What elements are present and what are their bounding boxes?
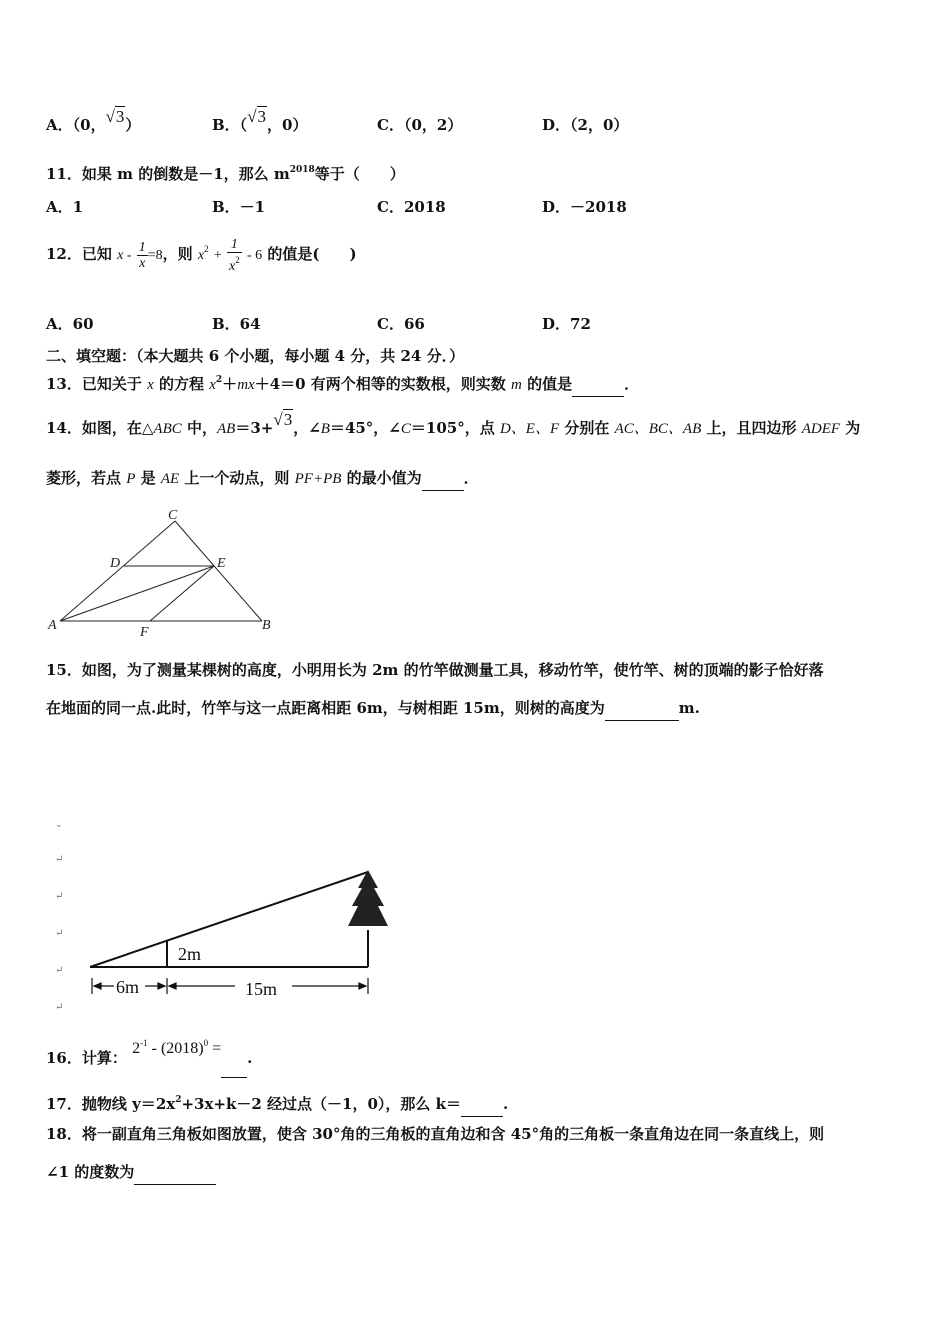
answer-blank[interactable]: [221, 1043, 247, 1078]
q12-option-b: B．64: [212, 315, 261, 333]
q10-option-a: A．（0，√3）: [46, 107, 141, 134]
arrow-icon: [158, 983, 165, 989]
arrow-icon: [94, 983, 101, 989]
q11-option-b: B．－1: [212, 198, 266, 216]
q12-option-d: D．72: [542, 315, 591, 333]
q11-option-c: C．2018: [377, 198, 446, 216]
paragraph-mark-icon: ↵: [55, 965, 64, 976]
pole-length-label: 2m: [178, 944, 202, 964]
q16-expression: $2^{-1} - (2018)^0$ =: [132, 1038, 222, 1057]
segment-fe: [150, 566, 214, 621]
q15-stem-line1: 15．如图，为了测量某棵树的高度，小明用长为 2m 的竹竿做测量工具，移动竹竿，使竹竿、树的顶端的影子恰好落: [46, 661, 824, 679]
q14-stem-line1: 14．如图，在△ABC 中，AB＝3+√3，∠B＝45°，∠C＝105°，点 D、E、F 分别在 AC、BC、AB 上，且四边形 ADEF 为: [46, 410, 861, 437]
sqrt-symbol: √3: [273, 410, 293, 429]
q15-tree-figure: [80, 860, 400, 1010]
left-distance-label: 6m: [116, 977, 140, 997]
q11-option-a: A．1: [46, 198, 84, 216]
segment-ae: [60, 566, 214, 621]
tree-icon: [348, 870, 388, 926]
sunlight-ray: [90, 872, 368, 967]
sqrt-symbol: √3: [105, 107, 125, 126]
answer-blank[interactable]: [461, 1096, 503, 1117]
paragraph-mark-icon: ↵: [55, 891, 64, 902]
q14-stem-line2: 菱形，若点 P 是 AE 上一个动点，则 PF+PB 的最小值为 ．: [46, 468, 479, 491]
vertex-label-f: F: [140, 625, 149, 640]
arrow-icon: [359, 983, 366, 989]
vertex-label-b: B: [262, 618, 271, 633]
fraction: $\frac{1}{x^2}$: [228, 236, 240, 274]
paragraph-mark-icon: ↵: [55, 1002, 64, 1013]
paragraph-mark-icon: ↵: [55, 928, 64, 939]
vertex-label-c: C: [168, 508, 178, 523]
q11-option-d: D．－2018: [542, 198, 627, 216]
q14-triangle-figure: [40, 505, 290, 640]
side-bc: [175, 521, 262, 621]
q15-stem-line2: 在地面的同一点.此时，竹竿与这一点距离相距 6m，与树相距 15m，则树的高度为 m.: [46, 698, 700, 721]
q17-stem: 17．抛物线 $y=2x^2+3x+k-2$ 经过点（－1，0），那么 k＝ .: [46, 1090, 508, 1117]
q12-option-c: C．66: [377, 315, 425, 333]
q10-option-b: B．（√3，0）: [212, 107, 308, 134]
vertex-label-a: A: [48, 618, 57, 633]
q10-option-c: C．（0，2）: [377, 116, 463, 134]
sqrt-symbol: √3: [247, 107, 267, 126]
section-heading: 二、填空题：（本大题共 6 个小题，每小题 4 分，共 24 分．）: [46, 347, 465, 365]
q12-option-a: A．60: [46, 315, 94, 333]
q13-stem: 13．已知关于 x 的方程 $x^2+mx+4=0$ 有两个相等的实数根，则实数 m 的值是 ．: [46, 370, 639, 397]
vertex-label-e: E: [217, 556, 226, 571]
paragraph-mark-icon: ↵: [55, 854, 64, 865]
q18-stem-line1: 18．将一副直角三角板如图放置，使含 30°角的三角板的直角边和含 45°角的三角板一条直角边在同一条直线上，则: [46, 1125, 825, 1143]
paragraph-mark-icon: ⌄: [55, 820, 63, 830]
q10-option-d: D．（2，0）: [542, 116, 629, 134]
side-ac: [60, 521, 175, 621]
vertex-label-d: D: [110, 556, 121, 571]
answer-blank[interactable]: [605, 700, 679, 721]
answer-blank[interactable]: [572, 376, 624, 397]
answer-blank[interactable]: [422, 470, 464, 491]
fraction: $\frac{1}{x}$: [138, 239, 146, 271]
answer-blank[interactable]: [134, 1164, 216, 1185]
arrow-icon: [169, 983, 176, 989]
q16-stem: 16．计算： $2^{-1} - (2018)^0$ = .: [46, 1036, 252, 1078]
q11-stem: 11．如果 m 的倒数是－1，那么 $m^{2018}$等于（ ）: [46, 165, 405, 183]
q18-stem-line2: ∠1 的度数为: [46, 1162, 216, 1185]
q12-stem: 12．已知 x - $\frac{1}{x}$ =8，则 $x^2$ + $\frac{1}{x^2}$ - 6 的值是( ): [46, 236, 357, 274]
right-distance-label: 15m: [245, 979, 278, 999]
